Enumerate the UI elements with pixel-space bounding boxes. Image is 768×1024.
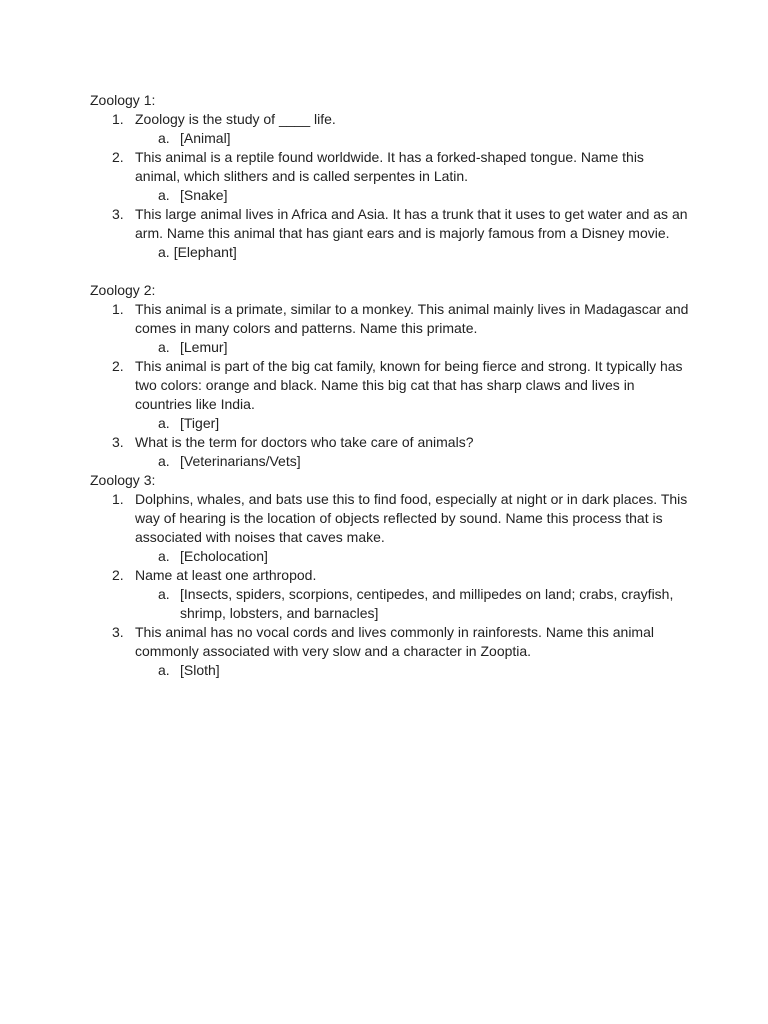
answer-text: [Echolocation] (180, 548, 268, 564)
question-number: 3. (112, 206, 124, 222)
answer-item (90, 129, 690, 148)
question-text: What is the term for doctors who take care of animals? (135, 434, 474, 450)
question-text: This animal is part of the big cat family, known for being fierce and strong. It typically has two colors: orange and black. Name this big cat that has sharp claws and lives in countries like India. (135, 358, 683, 412)
question-number: 1. (112, 491, 124, 507)
question-text: This large animal lives in Africa and Asia. It has a trunk that it uses to get water and as an arm. Name this animal that has giant ears and is majorly famous from a Disney movie. (135, 206, 688, 241)
answer-text: [Snake] (180, 187, 228, 203)
section-zoology-1 (90, 91, 690, 262)
answer-text: [Veterinarians/Vets] (180, 453, 301, 469)
question-item (90, 205, 690, 243)
question-number: 1. (112, 301, 124, 317)
answer-item (90, 661, 690, 680)
answer-letter: a. (158, 548, 170, 564)
document-page (90, 91, 690, 680)
question-text: This animal is a primate, similar to a monkey. This animal mainly lives in Madagascar and comes in many colors and patterns. Name this primate. (135, 301, 689, 336)
section-title: Zoology 1: (90, 92, 156, 108)
question-text: Dolphins, whales, and bats use this to find food, especially at night or in dark places. This way of hearing is the location of objects reflected by sound. Name this process that is associated with noises that caves make. (135, 491, 688, 545)
answer-letter: a. (158, 662, 170, 678)
answer-letter: a. (158, 244, 170, 260)
question-item (90, 623, 690, 661)
question-item (90, 490, 690, 547)
answer-letter: a. (158, 415, 170, 431)
question-text: This animal has no vocal cords and lives commonly in rainforests. Name this animal commonly associated with very slow and a character in Zooptia. (135, 624, 654, 659)
blank-line (90, 262, 690, 281)
question-number: 2. (112, 567, 124, 583)
answer-item (90, 186, 690, 205)
answer-text: [Tiger] (180, 415, 220, 431)
answer-letter: a. (158, 187, 170, 203)
answer-item (90, 452, 690, 471)
question-number: 1. (112, 111, 124, 127)
question-text: Zoology is the study of ____ life. (135, 111, 336, 127)
answer-item (90, 547, 690, 566)
answer-letter: a. (158, 453, 170, 469)
question-item (90, 357, 690, 414)
question-number: 2. (112, 358, 124, 374)
question-item (90, 566, 690, 585)
answer-text: [Animal] (180, 130, 231, 146)
answer-item (90, 414, 690, 433)
answer-item (90, 338, 690, 357)
answer-text: [Insects, spiders, scorpions, centipedes, and millipedes on land; crabs, crayfish, shrimp, lobsters, and barnacles] (180, 586, 674, 621)
section-zoology-3 (90, 471, 690, 680)
answer-item (90, 243, 690, 262)
answer-text: [Lemur] (180, 339, 228, 355)
answer-text: [Sloth] (180, 662, 220, 678)
section-title: Zoology 2: (90, 282, 156, 298)
question-item (90, 300, 690, 338)
question-item (90, 110, 690, 129)
section-title: Zoology 3: (90, 472, 156, 488)
question-number: 3. (112, 434, 124, 450)
question-item (90, 148, 690, 186)
question-item (90, 433, 690, 452)
answer-letter: a. (158, 130, 170, 146)
question-number: 2. (112, 149, 124, 165)
question-text: This animal is a reptile found worldwide. It has a forked-shaped tongue. Name this animal, which slithers and is called serpentes in Latin. (135, 149, 644, 184)
section-zoology-2 (90, 281, 690, 471)
answer-text: [Elephant] (173, 244, 237, 260)
answer-item (90, 585, 690, 623)
answer-letter: a. (158, 586, 170, 602)
question-number: 3. (112, 624, 124, 640)
answer-letter: a. (158, 339, 170, 355)
question-text: Name at least one arthropod. (135, 567, 317, 583)
